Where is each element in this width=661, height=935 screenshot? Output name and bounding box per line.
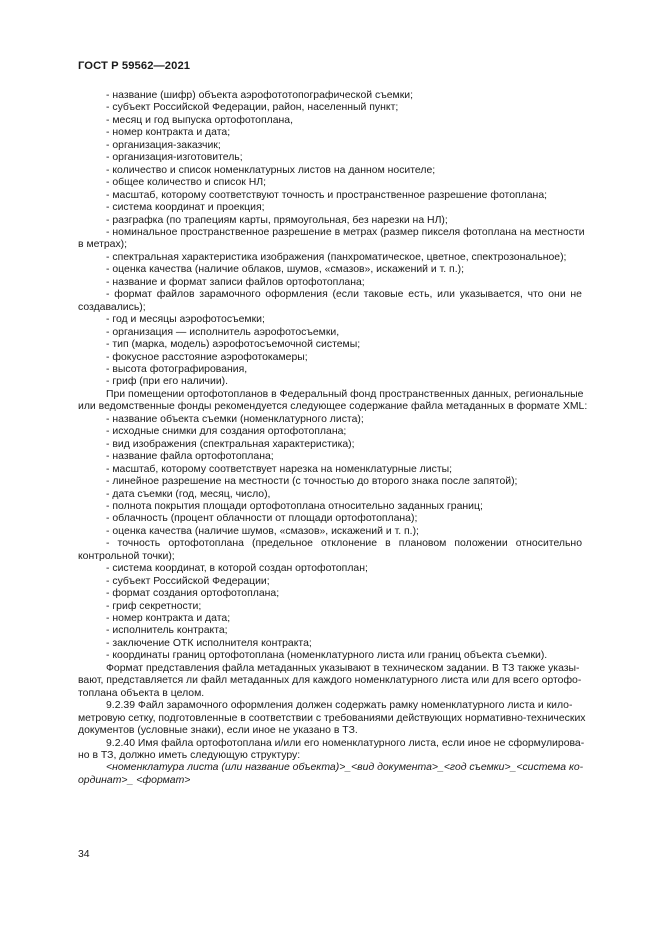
text-line: - год и месяцы аэрофотосъемки; (106, 314, 265, 326)
text-line: - линейное разрешение на местности (с точностью до второго знака после запятой); (106, 476, 518, 488)
text-line: - полнота покрытия площади ортофотоплана относительно заданных границ; (106, 500, 483, 512)
text-line: - исполнитель контракта; (106, 625, 228, 637)
text-line: - организация-заказчик; (106, 139, 221, 151)
text-line: - название объекта съемки (номенклатурного листа); (106, 413, 364, 425)
text-line: 9.2.39 Файл зарамочного оформления должен содержать рамку номенклатурного листа и кило- (106, 700, 573, 712)
text-line: - точность ортофотоплана (предельное отклонение в плановом положении относительно (106, 538, 582, 550)
text-line: - название (шифр) объекта аэрофототопографической съемки; (106, 90, 414, 101)
text-line: - дата съемки (год, месяц, число), (106, 488, 271, 500)
text-line: - общее количество и список НЛ; (106, 177, 267, 189)
text-line: - исходные снимки для создания ортофотоплана; (106, 426, 347, 438)
text-line: - оценка качества (наличие облаков, шумов, «смазов», искажений и т. п.); (106, 264, 464, 276)
text-line: метровую сетку, подготовленные в соответствии с требованиями действующих нормативно-технических (78, 712, 586, 724)
text-line: - гриф секретности; (106, 600, 202, 612)
text-line: контрольной точки); (78, 550, 175, 562)
text-line: создавались); (78, 301, 146, 313)
text-line: топлана объекта в целом. (78, 687, 205, 699)
text-line: - масштаб, которому соответствуют точность и пространственное разрешение фотоплана; (106, 189, 548, 201)
text-line: - количество и список номенклатурных листов на данном носителе; (106, 164, 436, 176)
text-line: ординат>_ <формат> (78, 774, 191, 786)
text-line: - формат создания ортофотоплана; (106, 588, 280, 600)
text-line: - название файла ортофотоплана; (106, 451, 274, 463)
text-line: 9.2.40 Имя файла ортофотоплана и/или его номенклатурного листа, если иное не сформулирова- (106, 737, 585, 749)
text-line: - облачность (процент облачности от площади ортофотоплана); (106, 513, 418, 525)
text-line: в метрах); (78, 239, 128, 251)
text-line: - спектральная характеристика изображения (панхроматическое, цветное, спектрозональное); (106, 251, 567, 263)
text-line: - формат файлов зарамочного оформления (если таковые есть, или указывается, что они не (106, 289, 582, 301)
text-line: При помещении ортофотопланов в Федеральный фонд пространственных данных, региональные (106, 388, 584, 400)
text-line: или ведомственные фонды рекомендуется следующее содержание файла метаданных в формате XML: (78, 401, 588, 413)
text-line: - система координат, в которой создан ортофотоплан; (106, 563, 368, 575)
text-line: - система координат и проекция; (106, 202, 265, 214)
text-line: вают, представляется ли файл метаданных для каждого номенклатурного листа или для всего ортофо- (78, 675, 582, 687)
text-line: но в ТЗ, должно иметь следующую структуру: (78, 750, 301, 762)
text-line: <номенклатура листа (или название объекта)>_<вид документа>_<год съемки>_<система ко- (106, 762, 584, 774)
text-line: - высота фотографирования, (106, 363, 248, 375)
page-number: 34 (78, 849, 90, 860)
text-line: - фокусное расстояние аэрофотокамеры; (106, 351, 308, 363)
text-line: - заключение ОТК исполнителя контракта; (106, 637, 312, 649)
text-line: - организация — исполнитель аэрофотосъемки, (106, 326, 340, 338)
text-line: - номер контракта и дата; (106, 127, 231, 139)
standard-header: ГОСТ Р 59562—2021 (78, 60, 191, 72)
text-line: - месяц и год выпуска ортофотоплана, (106, 114, 293, 126)
text-line: - вид изображения (спектральная характеристика); (106, 438, 355, 450)
text-line: Формат представления файла метаданных указывают в техническом задании. В ТЗ также указы- (106, 662, 580, 674)
text-line: документов (условные знаки), если иное не указано в ТЗ. (78, 725, 358, 737)
text-line: - оценка качества (наличие шумов, «смазов», искажений и т. п.); (106, 525, 419, 537)
text-line: - координаты границ ортофотоплана (номенклатурного листа или границ объекта съемки). (106, 650, 548, 662)
text-line: - номер контракта и дата; (106, 613, 231, 625)
text-line: - тип (марка, модель) аэрофотосъемочной системы; (106, 339, 361, 351)
text-line: - субъект Российской Федерации; (106, 575, 270, 587)
text-line: - субъект Российской Федерации, район, населенный пункт; (106, 102, 399, 114)
text-line: - организация-изготовитель; (106, 152, 243, 164)
document-body (78, 90, 588, 787)
text-line: - гриф (при его наличии). (106, 376, 229, 388)
text-line: - номинальное пространственное разрешение в метрах (размер пикселя фотоплана на местности (106, 226, 585, 238)
text-line: - масштаб, которому соответствует нарезка на номенклатурные листы; (106, 463, 453, 475)
text-line: - разграфка (по трапециям карты, прямоугольная, без нарезки на НЛ); (106, 214, 448, 226)
text-line: - название и формат записи файлов ортофотоплана; (106, 276, 365, 288)
